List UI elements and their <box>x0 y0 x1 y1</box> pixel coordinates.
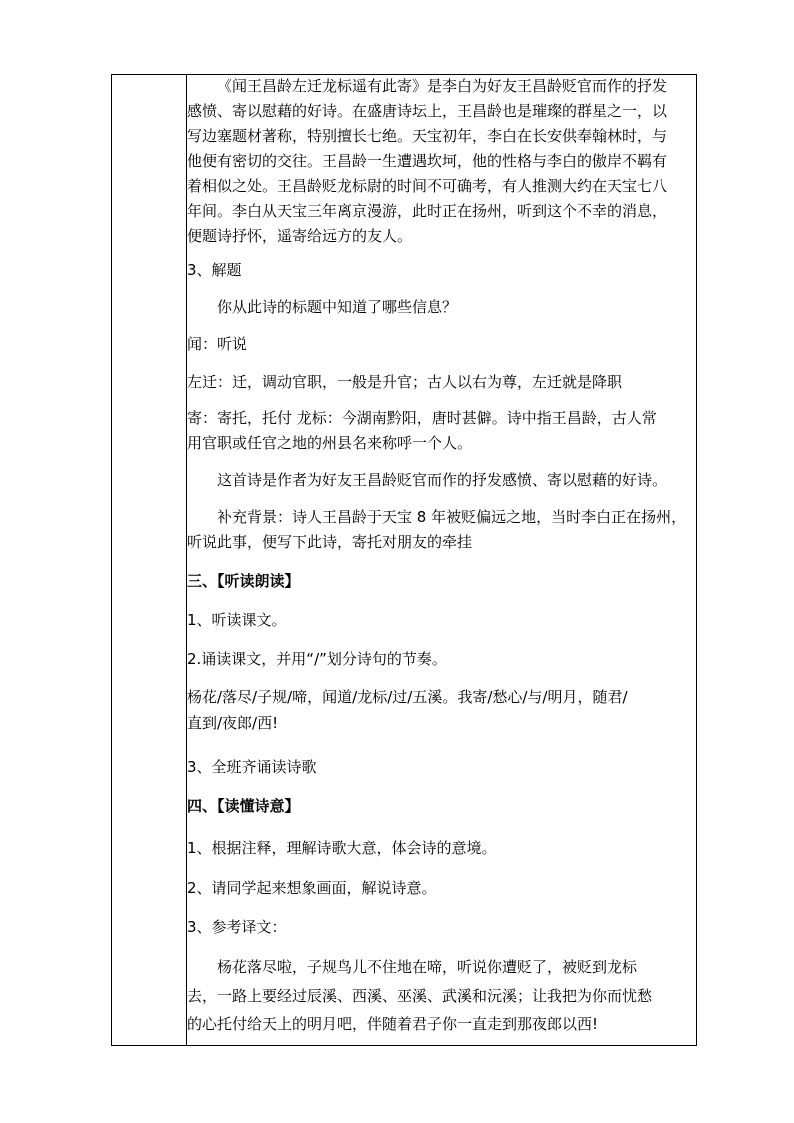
supplement-line: 补充背景：诗人王昌龄于天宝 8 年被贬偏远之地，当时李白正在扬州， <box>217 508 687 526</box>
rhythm-line: 直到/夜郎/西! <box>187 714 279 732</box>
intro-line: 便题诗抒怀，遥寄给远方的友人。 <box>187 227 413 245</box>
intro-line: 写边塞题材著称，特别擅长七绝。天宝初年，李白在长安供奉翰林时，与 <box>187 127 668 145</box>
intro-line: 年间。李白从天宝三年离京漫游，此时正在扬州，听到这个不幸的消息， <box>187 202 668 220</box>
intro-line: 他便有密切的交往。王昌龄一生遭遇坎坷，他的性格与李白的傲岸不羁有 <box>187 152 668 170</box>
intro-line: 《闻王昌龄左迁龙标遥有此寄》是李白为好友王昌龄贬官而作的抒发 <box>217 77 668 95</box>
rhythm-line: 杨花/落尽/子规/啼，闻道/龙标/过/五溪。我寄/愁心/与/明月，随君/ <box>187 688 628 706</box>
list-item: 3、参考译文： <box>187 918 287 936</box>
wen-definition: 闻：听说 <box>187 335 248 353</box>
jieti-question: 你从此诗的标题中知道了哪些信息？ <box>217 298 458 316</box>
section-heading-listen-read: 三、【听读朗读】 <box>187 572 300 590</box>
section-heading-understand: 四、【读懂诗意】 <box>187 797 300 815</box>
jieti-heading: 3、解题 <box>187 261 242 279</box>
translation-line: 杨花落尽啦，子规鸟儿不住地在啼，听说你遭贬了，被贬到龙标 <box>217 958 638 976</box>
translation-line: 的心托付给天上的明月吧，伴随着君子你一直走到那夜郎以西! <box>187 1015 599 1033</box>
list-item: 1、听读课文。 <box>187 611 287 629</box>
summary-line: 这首诗是作者为好友王昌龄贬官而作的抒发感愤、寄以慰藉的好诗。 <box>217 471 668 489</box>
intro-line: 感愤、寄以慰藉的好诗。在盛唐诗坛上，王昌龄也是璀璨的群星之一，以 <box>187 102 668 120</box>
translation-line: 去，一路上要经过辰溪、西溪、巫溪、武溪和沅溪；让我把为你而忧愁 <box>187 987 653 1005</box>
zuoqian-definition: 左迁：迁，调动官职，一般是升官；古人以右为尊，左迁就是降职 <box>187 373 623 391</box>
ji-definition: 寄：寄托，托付 龙标：今湖南黔阳，唐时甚僻。诗中指王昌龄，古人常 <box>187 409 657 427</box>
ji-definition: 用官职或任官之地的州县名来称呼一个人。 <box>187 434 473 452</box>
list-item: 2、请同学起来想象画面，解说诗意。 <box>187 879 437 897</box>
supplement-line: 听说此事，便写下此诗，寄托对朋友的牵挂 <box>187 533 473 551</box>
list-item: 1、根据注释，理解诗歌大意，体会诗的意境。 <box>187 839 497 857</box>
list-item: 3、全班齐诵读诗歌 <box>187 758 317 776</box>
list-item: 2.诵读课文，并用“/”划分诗句的节奏。 <box>187 650 447 668</box>
intro-line: 着相似之处。王昌龄贬龙标尉的时间不可确考，有人推测大约在天宝七八 <box>187 177 668 195</box>
